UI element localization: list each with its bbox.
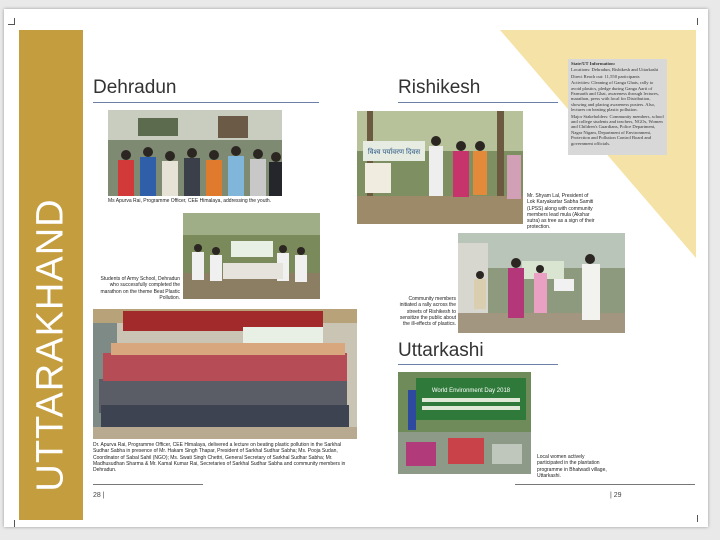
page-number-right-value: 29 (613, 492, 622, 499)
heading-rishikesh-first: Rishi (398, 77, 441, 98)
state-info-box (568, 59, 667, 155)
caption-rishikesh-1: Mr. Shyam Lal, President of Lok Karyakartar Sabha Samiti (LPSS) along with community members lead mula (Akshar sutra) as tree as a sign of their protection. (527, 193, 595, 231)
heading-rule (398, 102, 558, 103)
page-number-right: | 29 (610, 492, 622, 499)
photo-dehradun-group (93, 309, 357, 439)
page-number-left-value: 28 (93, 492, 101, 499)
heading-dehradun-rest: dun (144, 77, 177, 98)
footer-rule-right (515, 484, 695, 485)
photo-rishikesh-rally (458, 233, 625, 333)
heading-dehradun-first: Dehra (93, 77, 145, 98)
crop-mark (8, 24, 15, 25)
caption-dehradun-1: Ms Apurva Rai, Programme Officer, CEE Himalaya, addressing the youth. (108, 198, 272, 204)
info-heading: State/UT Information: (571, 61, 616, 66)
caption-uttarkashi: Local women actively participated in the plantation programme in Bhatwadi village, Uttarkashi. (537, 454, 607, 479)
heading-rishikesh-rest: kesh (440, 77, 481, 98)
info-activities: Activities: Cleaning of Ganga Ghats, rally to avoid plastics, pledge during Ganga Aarti of Parmarth and Ghat, awareness through lectures, marathon, press with local for Distribution, showing and placing awareness posters. Also, lectures on beating plastic pollution. (571, 80, 659, 113)
crop-mark (697, 18, 698, 25)
caption-rishikesh-2: Community members initiated a rally across the streets of Rishikesh to sensitize the public about the ill-effects of plastics. (399, 296, 456, 328)
rishikesh-banner-text: विश्व पर्यावरण दिवस (367, 149, 421, 156)
info-stakeholders: Major Stakeholders: Community members, school and college students and teachers, NGOs, Women and Children's Guardians, Police Department, Nagar Nigam, Department of Environment, Protection and Pollution Control Board and government officials. (571, 113, 664, 146)
footer-rule-left (93, 484, 203, 485)
crop-mark (14, 520, 15, 527)
page-number-left: 28 | (93, 492, 105, 499)
heading-dehradun (93, 78, 176, 97)
photo-uttarkashi-plantation (398, 372, 531, 474)
heading-uttarkashi-rest: kashi (439, 340, 484, 361)
heading-rule (398, 364, 558, 365)
heading-uttarkashi (398, 341, 484, 360)
photo-dehradun-crowd (108, 110, 282, 196)
info-reach: Direct Reach out: 11,550 participants (571, 73, 640, 79)
uttarkashi-banner-text: World Environment Day 2018 (431, 388, 511, 394)
info-locations: Locations: Dehradun, Rishikesh and Uttarkashi (571, 67, 659, 73)
crop-mark (697, 515, 698, 522)
photo-dehradun-marathon (183, 213, 320, 299)
heading-rishikesh (398, 78, 480, 97)
heading-rule (93, 102, 319, 103)
caption-dehradun-2: Students of Army School, Dehradun who successfully completed the marathon on the theme Beat Plastic Pollution. (100, 276, 180, 301)
heading-uttarkashi-first: Uttar (398, 340, 440, 361)
caption-dehradun-3: Dr. Apurva Rai, Programme Officer, CEE Himalaya, delivered a lecture on beating plastic pollution in the Sarkhal Sudhar Sabha in presence of Mr. Hakam Singh Thapar, President of Sarkhal Sudhar Sabha; Ms. Pooja Sudan, Coordinator of Sabal Sahil (NGO); Ms. Swati Singh Chettri, General Secretary of Sarkhal Sudhar Sabha; Mr. Madhusudhan Sharma & Mr. Kamal Kumar Rai, Secretaries of Sarkhal Sudhar Sabha and community members in Dehradun. (93, 442, 346, 474)
photo-rishikesh-tree (357, 111, 523, 224)
state-title: UTTARAKHAND (29, 198, 72, 492)
